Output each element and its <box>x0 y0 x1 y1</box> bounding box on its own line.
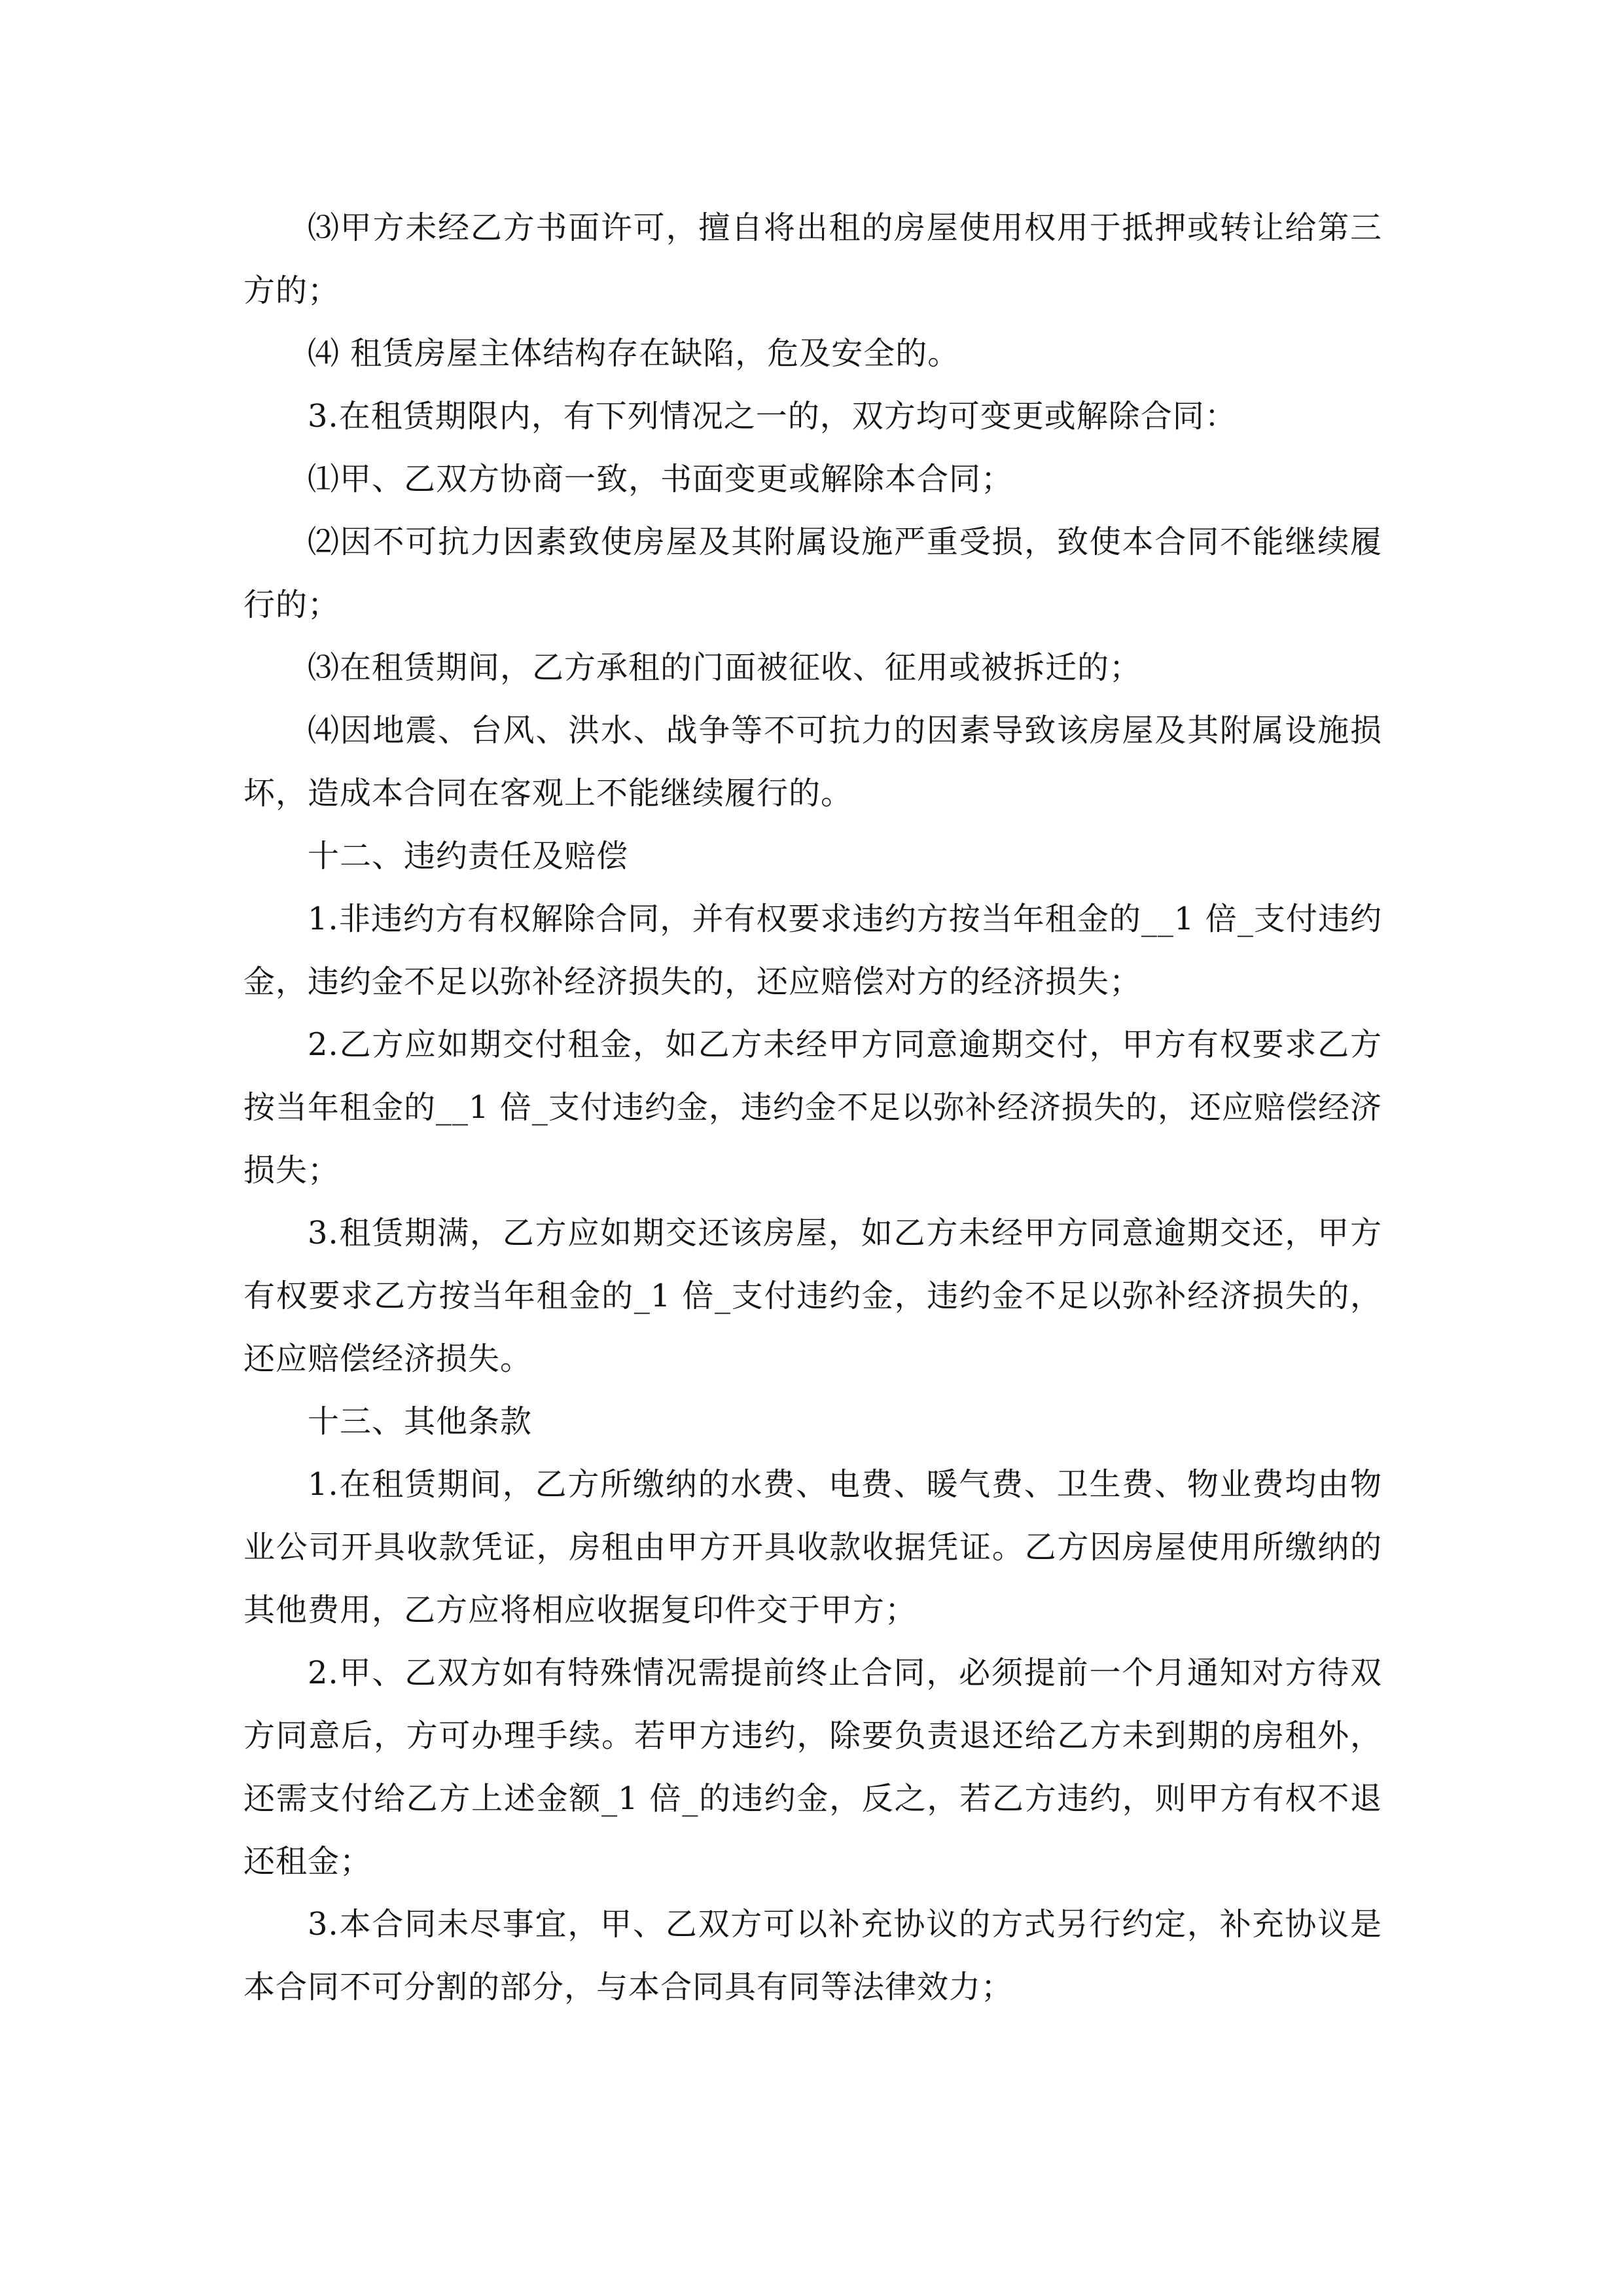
section-heading: 十三、其他条款 <box>308 1403 533 1440</box>
clause-paragraph: 1.在租赁期间，乙方所缴纳的水费、电费、暖气费、卫生费、物业费均由物业公司开具收款凭证，房租由甲方开具收款收据凭证。乙方因房屋使用所缴纳的其他费用，乙方应将相应收据复印件交于甲方； <box>243 1466 1382 1628</box>
clause-paragraph: 2.乙方应如期交付租金，如乙方未经甲方同意逾期交付，甲方有权要求乙方按当年租金的__1 倍_支付违约金，违约金不足以弥补经济损失的，还应赔偿经济损失； <box>243 1026 1382 1189</box>
clause-paragraph: 2.甲、乙双方如有特殊情况需提前终止合同，必须提前一个月通知对方待双方同意后，方可办理手续。若甲方违约，除要负责退还给乙方未到期的房租外，还需支付给乙方上述金额_1 倍_的违约金，反之，若乙方违约，则甲方有权不退还租金； <box>243 1655 1382 1880</box>
clause-paragraph: ⑵因不可抗力因素致使房屋及其附属设施严重受损，致使本合同不能继续履行的； <box>243 524 1382 623</box>
clause-paragraph: ⑶甲方未经乙方书面许可，擅自将出租的房屋使用权用于抵押或转让给第三方的； <box>243 209 1382 309</box>
clause-paragraph: 3.本合同未尽事宜，甲、乙双方可以补充协议的方式另行约定，补充协议是本合同不可分割的部分，与本合同具有同等法律效力； <box>243 1906 1382 2005</box>
clause-paragraph: 3.在租赁期限内，有下列情况之一的，双方均可变更或解除合同： <box>308 398 1237 435</box>
clause-paragraph: 3.租赁期满，乙方应如期交还该房屋，如乙方未经甲方同意逾期交还，甲方有权要求乙方按当年租金的_1 倍_支付违约金，违约金不足以弥补经济损失的，还应赔偿经济损失。 <box>243 1215 1382 1377</box>
document-body <box>243 196 1382 2018</box>
clause-paragraph: 1.非违约方有权解除合同，并有权要求违约方按当年租金的__1 倍_支付违约金，违约金不足以弥补经济损失的，还应赔偿对方的经济损失； <box>243 901 1382 1000</box>
clause-paragraph: ⑷ 租赁房屋主体结构存在缺陷，危及安全的。 <box>308 335 960 372</box>
section-heading: 十二、违约责任及赔偿 <box>308 838 629 874</box>
clause-paragraph: ⑴甲、乙双方协商一致，书面变更或解除本合同； <box>308 461 1014 497</box>
clause-paragraph: ⑷因地震、台风、洪水、战争等不可抗力的因素导致该房屋及其附属设施损坏，造成本合同在客观上不能继续履行的。 <box>243 712 1382 812</box>
clause-paragraph: ⑶在租赁期间，乙方承租的门面被征收、征用或被拆迁的； <box>308 649 1142 686</box>
